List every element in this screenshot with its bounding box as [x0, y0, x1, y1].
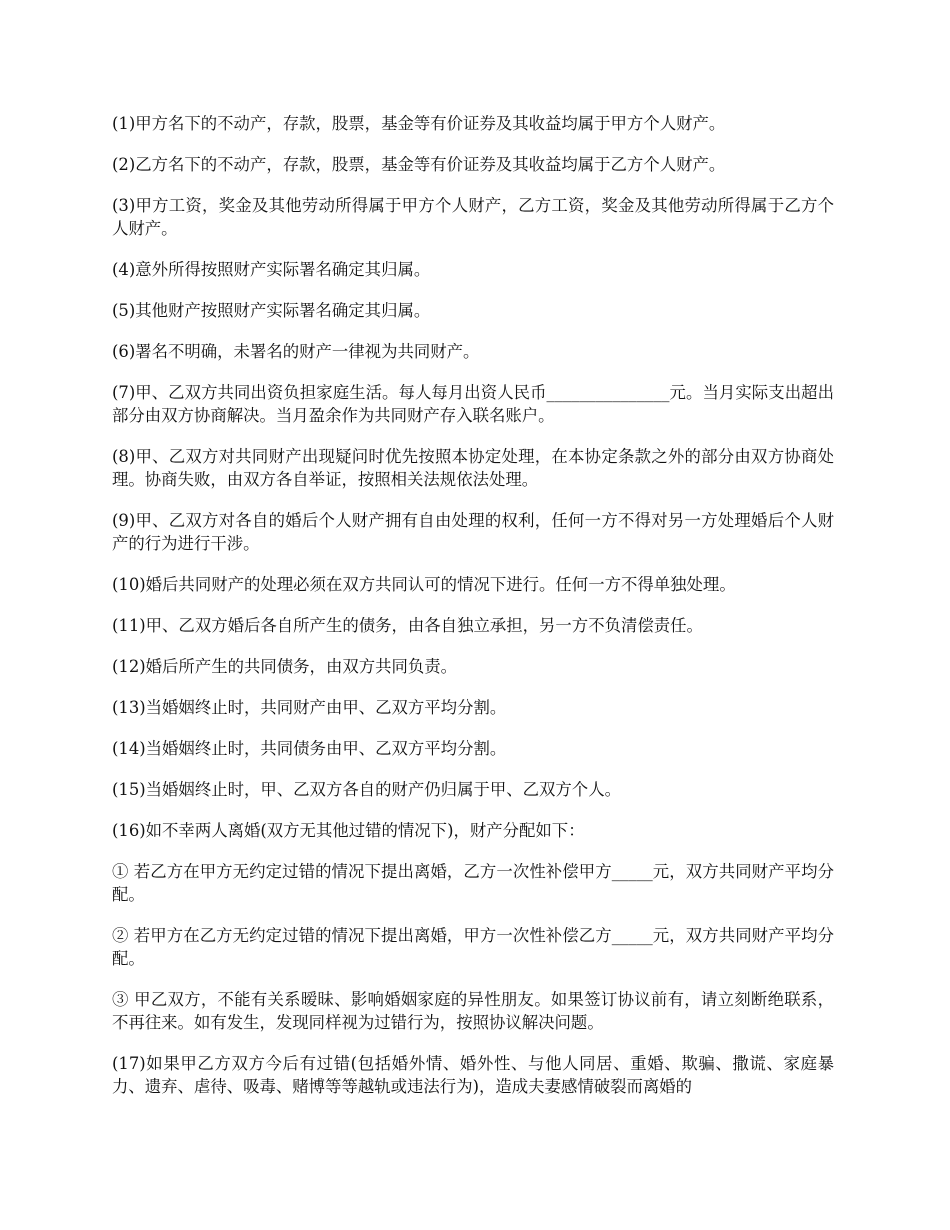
clause-7: (7)甲、乙双方共同出资负担家庭生活。每人每月出资人民币_______________元。当月实际支出超出部分由双方协商解决。当月盈余作为共同财产存入联名账户。 — [112, 383, 834, 425]
clause-16: (16)如不幸两人离婚(双方无其他过错的情况下)，财产分配如下： — [112, 821, 585, 840]
clause-11: (11)甲、乙双方婚后各自所产生的债务，由各自独立承担，另一方不负清偿责任。 — [112, 616, 703, 635]
sub-clause-3: ③ 甲乙双方，不能有关系暧昧、影响婚姻家庭的异性朋友。如果签订协议前有，请立刻断绝联系，不再往来。如有发生，发现同样视为过错行为，按照协议解决问题。 — [112, 990, 834, 1032]
clause-4: (4)意外所得按照财产实际署名确定其归属。 — [112, 260, 431, 279]
sub-clause-2: ② 若甲方在乙方无约定过错的情况下提出离婚，甲方一次性补偿乙方_____元，双方共同财产平均分配。 — [112, 926, 834, 968]
document-page — [112, 112, 834, 1116]
clause-17: (17)如果甲乙方双方今后有过错(包括婚外情、婚外性、与他人同居、重婚、欺骗、撒谎、家庭暴力、遗弃、虐待、吸毒、赌博等等越轨或违法行为)，造成夫妻感情破裂而离婚的 — [112, 1054, 834, 1096]
clause-9: (9)甲、乙双方对各自的婚后个人财产拥有自由处理的权利，任何一方不得对另一方处理婚后个人财产的行为进行干涉。 — [112, 511, 834, 553]
clause-10: (10)婚后共同财产的处理必须在双方共同认可的情况下进行。任何一方不得单独处理。 — [112, 575, 736, 594]
clause-2: (2)乙方名下的不动产，存款，股票，基金等有价证券及其收益均属于乙方个人财产。 — [112, 155, 726, 174]
sub-clause-1: ① 若乙方在甲方无约定过错的情况下提出离婚，乙方一次性补偿甲方_____元，双方共同财产平均分配。 — [112, 862, 834, 904]
clause-13: (13)当婚姻终止时，共同财产由甲、乙双方平均分割。 — [112, 698, 507, 717]
clause-3: (3)甲方工资，奖金及其他劳动所得属于甲方个人财产，乙方工资，奖金及其他劳动所得属于乙方个人财产。 — [112, 196, 834, 238]
clause-1: (1)甲方名下的不动产，存款，股票，基金等有价证券及其收益均属于甲方个人财产。 — [112, 114, 726, 133]
clause-8: (8)甲、乙双方对共同财产出现疑问时优先按照本协定处理，在本协定条款之外的部分由双方协商处理。协商失败，由双方各自举证，按照相关法规依法处理。 — [112, 447, 834, 489]
clause-14: (14)当婚姻终止时，共同债务由甲、乙双方平均分割。 — [112, 739, 507, 758]
clause-5: (5)其他财产按照财产实际署名确定其归属。 — [112, 301, 431, 320]
clause-15: (15)当婚姻终止时，甲、乙双方各自的财产仍归属于甲、乙双方个人。 — [112, 780, 621, 799]
clause-6: (6)署名不明确，未署名的财产一律视为共同财产。 — [112, 342, 480, 361]
clause-12: (12)婚后所产生的共同债务，由双方共同负责。 — [112, 657, 458, 676]
